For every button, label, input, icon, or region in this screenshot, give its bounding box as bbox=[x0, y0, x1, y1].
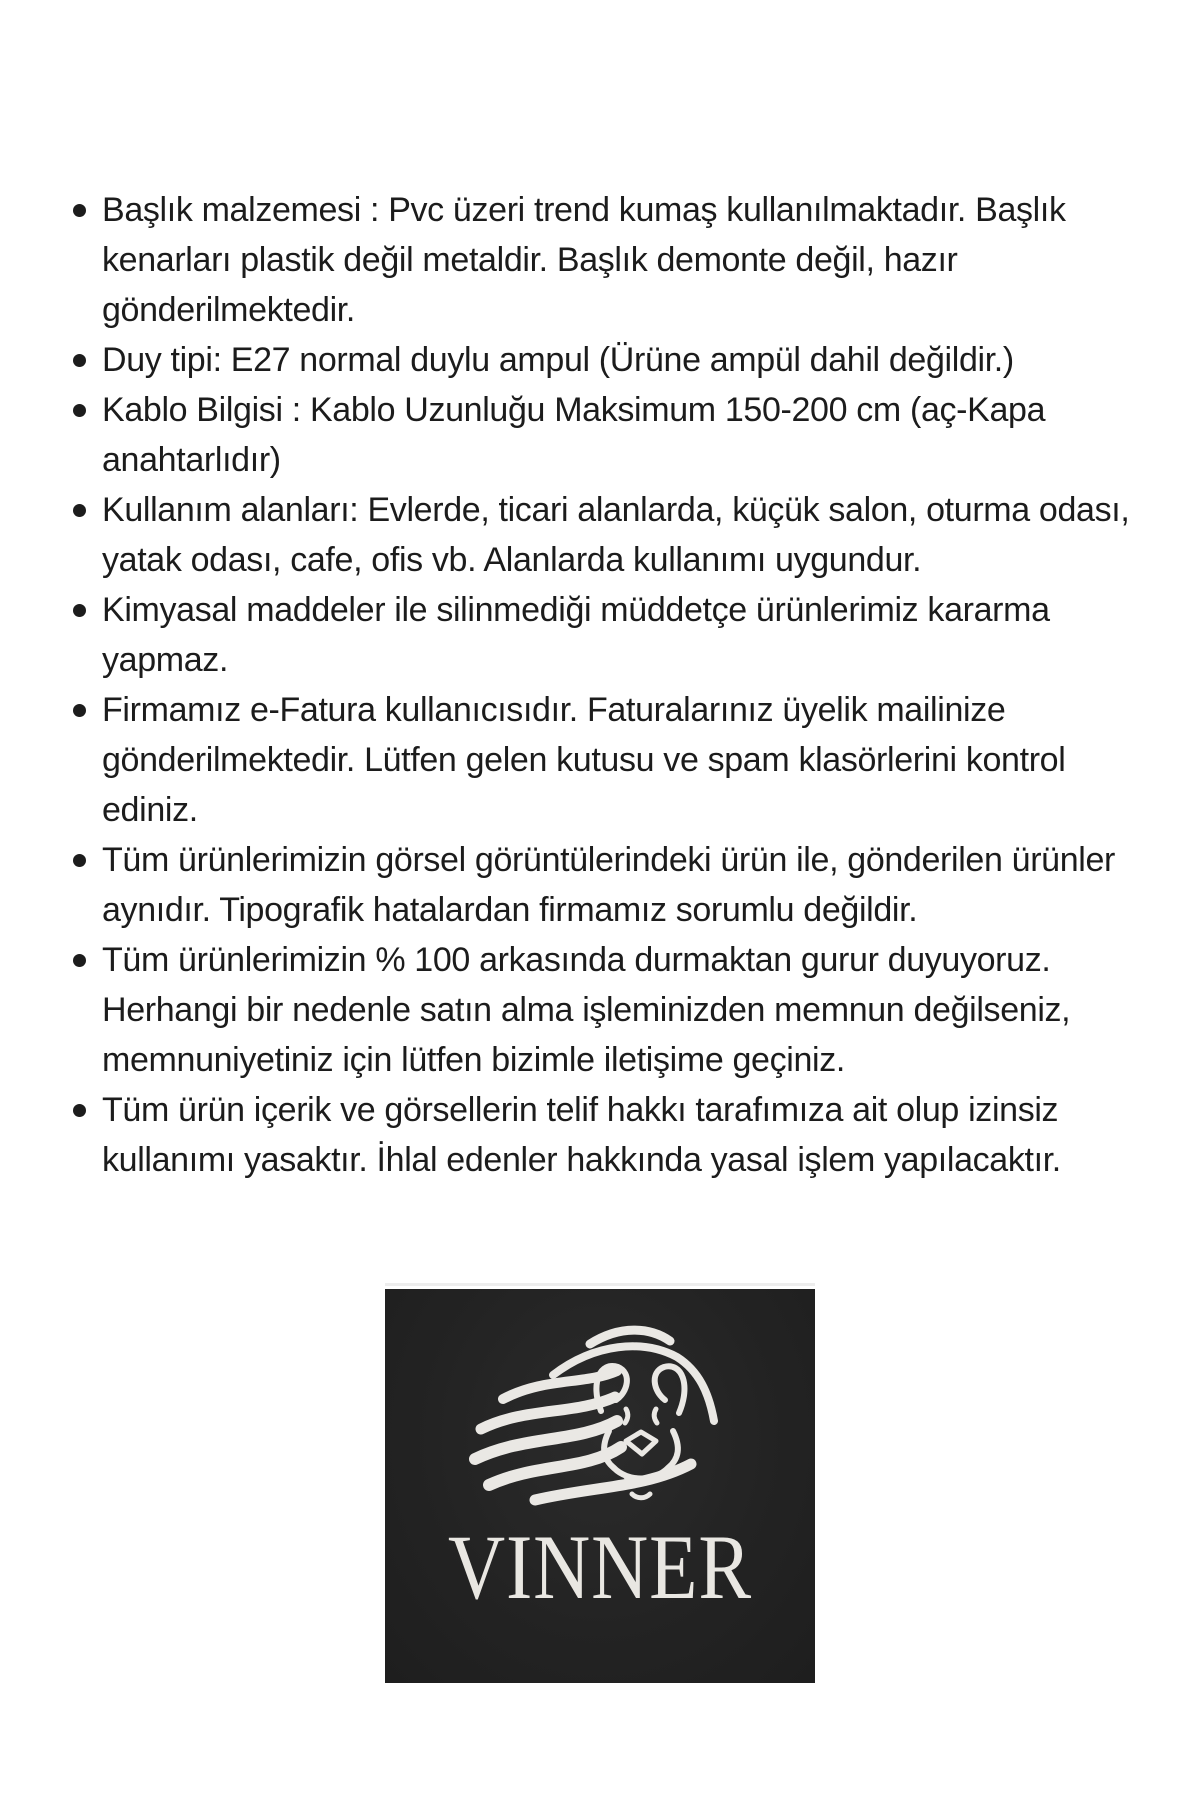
list-item: Tüm ürün içerik ve görsellerin telif hakkı tarafımıza ait olup izinsiz kullanımı yasaktır. İhlal edenler hakkında yasal işlem yapılacaktır. bbox=[68, 1085, 1134, 1185]
list-item: Kimyasal maddeler ile silinmediği müddetçe ürünlerimiz kararma yapmaz. bbox=[68, 585, 1134, 685]
list-item: Kullanım alanları: Evlerde, ticari alanlarda, küçük salon, oturma odası, yatak odası, cafe, ofis vb. Alanlarda kullanımı uygundur. bbox=[68, 485, 1134, 585]
list-item: Başlık malzemesi : Pvc üzeri trend kumaş kullanılmaktadır. Başlık kenarları plastik değil metaldir. Başlık demonte değil, hazır gönderilmektedir. bbox=[68, 185, 1134, 335]
brand-wordmark: VINNER bbox=[447, 1516, 753, 1618]
list-item: Firmamız e-Fatura kullanıcısıdır. Faturalarınız üyelik mailinize gönderilmektedir. Lütfen gelen kutusu ve spam klasörlerini kontrol ediniz. bbox=[68, 685, 1134, 835]
brand-logo bbox=[385, 1283, 815, 1683]
lion-head-icon bbox=[385, 1289, 815, 1519]
logo-image bbox=[385, 1289, 815, 1683]
logo-top-edge-line bbox=[385, 1283, 815, 1286]
list-item: Kablo Bilgisi : Kablo Uzunluğu Maksimum 150-200 cm (aç-Kapa anahtarlıdır) bbox=[68, 385, 1134, 485]
list-item: Tüm ürünlerimizin % 100 arkasında durmaktan gurur duyuyoruz. Herhangi bir nedenle satın alma işleminizden memnun değilseniz, memnuniyetiniz için lütfen bizimle iletişime geçiniz. bbox=[68, 935, 1134, 1085]
list-item: Duy tipi: E27 normal duylu ampul (Ürüne ampül dahil değildir.) bbox=[68, 335, 1134, 385]
list-item: Tüm ürünlerimizin görsel görüntülerindeki ürün ile, gönderilen ürünler aynıdır. Tipografik hatalardan firmamız sorumlu değildir. bbox=[68, 835, 1134, 935]
product-description-list bbox=[68, 185, 1134, 1185]
